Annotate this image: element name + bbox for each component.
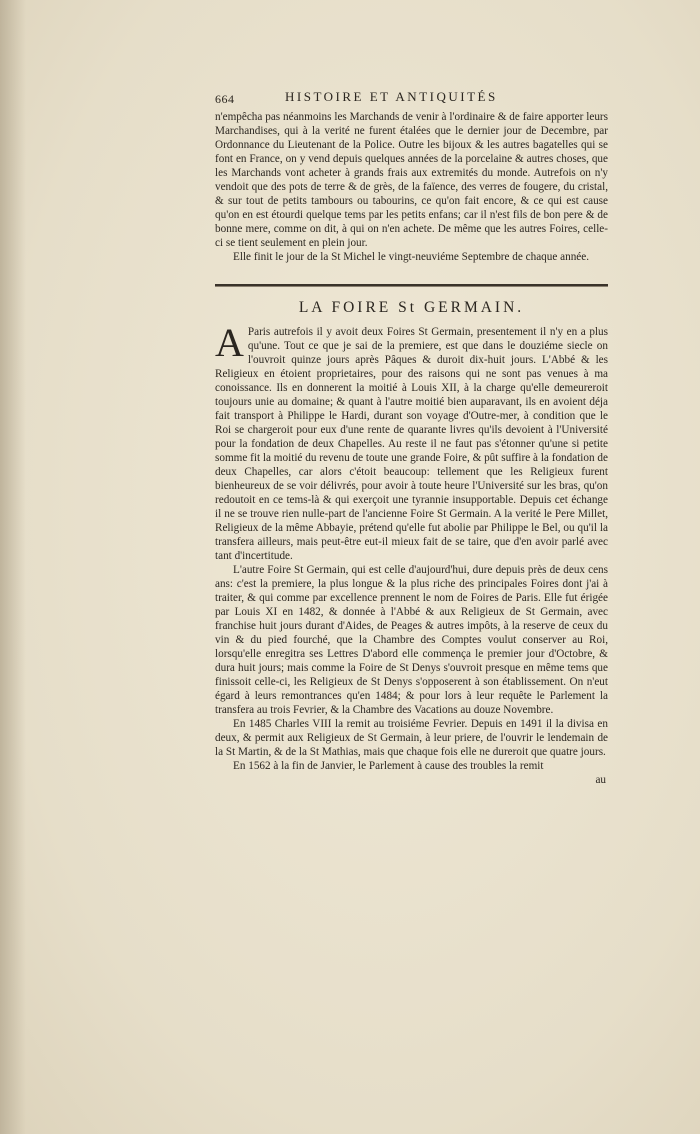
running-head bbox=[215, 90, 608, 106]
paragraph: Elle finit le jour de la St Michel le vingt-neuviéme Septembre de chaque année. bbox=[233, 251, 590, 263]
catchword: au bbox=[595, 774, 606, 786]
running-title: HISTOIRE ET ANTIQUITÉS bbox=[285, 89, 498, 104]
page-number: 664 bbox=[215, 92, 235, 106]
section-title: LA FOIRE St GERMAIN. bbox=[298, 299, 525, 316]
paragraph: En 1485 Charles VIII la remit au troisiéme Fevrier. Depuis en 1491 il la divisa en deux, & permit aux Religieux de St Germain, à leur priere, de l'ouvrir le lendemain de la St Martin, & de la St Mathias, mais que chaque fois elle ne dureroit que quatre jours. bbox=[215, 718, 608, 758]
section-divider bbox=[215, 284, 608, 287]
text-block bbox=[215, 90, 608, 787]
opening-text: Paris autrefois il y avoit deux Foires St Germain, presentement il n'y en a plus qu'une. Tout ce que je sai de la premiere, est que dans le douziéme siecle on l'ouvroit quinze jours après Pâques & duroit dix-huit jours. L'Abbé & les Religieux en étoient proprietaires, pour des raisons qui ne sont pas venues à ma conoissance. Ils en donnerent la moitié à Louis XII, à la charge qu'elle demeureroit toujours unie au domaine; & quant à l'autre moitié bien auparavant, ils en avoient déja fait transport à Philippe le Hardi, durant son voyage d'Outre-mer, à condition que le Roi se chargeroit pour eux d'une rente de quarante livres qu'ils devoient à l'Université pour la fondation de deux Chapelles. Au reste il ne faut pas s'étonner qu'une si petite somme fit la moitié du revenu de toute une grande Foire, & pût suffire à la fondation de deux Chapelles, car alors c'étoit beaucoup: tellement que les Religieux furent bienheureux de se voir délivrés, pour avoir à toute heure l'Université sur les bras, qu'on redoutoit en ce tems-là & qui exerçoit une tyrannie insupportable. Depuis cet échange il ne se trouve rien nulle-part de l'ancienne Foire St Germain. A la verité le Pere Millet, Religieux de la même Abbayie, prétend qu'elle fut abolie par Philippe le Bel, ou qu'il la transfera ailleurs, mais peut-être eut-il mieux fait de se taire, que d'en avoir parlé avec tant d'incertitude. bbox=[215, 326, 608, 562]
page-gutter-shadow bbox=[0, 0, 26, 1134]
paragraph: En 1562 à la fin de Janvier, le Parlement à cause des troubles la remit bbox=[233, 760, 544, 772]
paragraph: L'autre Foire St Germain, qui est celle d'aujourd'hui, dure depuis près de deux cens ans: c'est la premiere, la plus longue & la plus riche des principales Foires dont j'ai à traiter, & qui comme par excellence prennent le nom de Foires de Paris. Elle fut érigée par Louis XI en 1482, & donnée à l'Abbé & aux Religieux de St Germain, avec franchise huit jours durant d'Aides, de Peages & autres impôts, à la reserve de ceux du vin & du pied fourché, que la Chambre des Comptes voulut conserver au Roi, lorsqu'elle enregitra ses Lettres D'abord elle commença le premier jour d'Octobre, & dura huit jours; mais comme la Foire de St Denys s'ouvroit presque en même tems que finissoit celle-ci, les Religieux de St Denys s'opposerent à son établissement. On n'eut égard à leurs remontrances qu'en 1484; & pour lors à leur requête le Parlement la transfera au trois Fevrier, & la Chambre des Vacations au douze Novembre. bbox=[215, 564, 608, 716]
drop-cap: A bbox=[215, 320, 244, 365]
paragraph: n'empêcha pas néanmoins les Marchands de venir à l'ordinaire & de faire apporter leurs Marchandises, qui à la verité ne furent étalées que le dernier jour de Decembre, par Ordonnance du Lieutenant de la Police. Outre les bijoux & les autres bagatelles qui se font en France, on y vend depuis quelques années de la porcelaine & autres choses, que les Marchands vont acheter à grands frais aux extremités du monde. Autrefois on n'y vendoit que des pots de terre & de grès, de la faïence, des verres de fougere, du cristal, & sur tout de petits tambours ou tabourins, ce qu'on fait encore, & ce qui est cause qu'on en est étourdi quelque tems par les petits enfans; car il n'est fils de bon pere & de bonne mere, comme on dit, à qui on n'en achete. De même que les autres Foires, celle-ci se tient seulement en plein jour. bbox=[215, 111, 608, 249]
opening-paragraph bbox=[215, 320, 608, 563]
